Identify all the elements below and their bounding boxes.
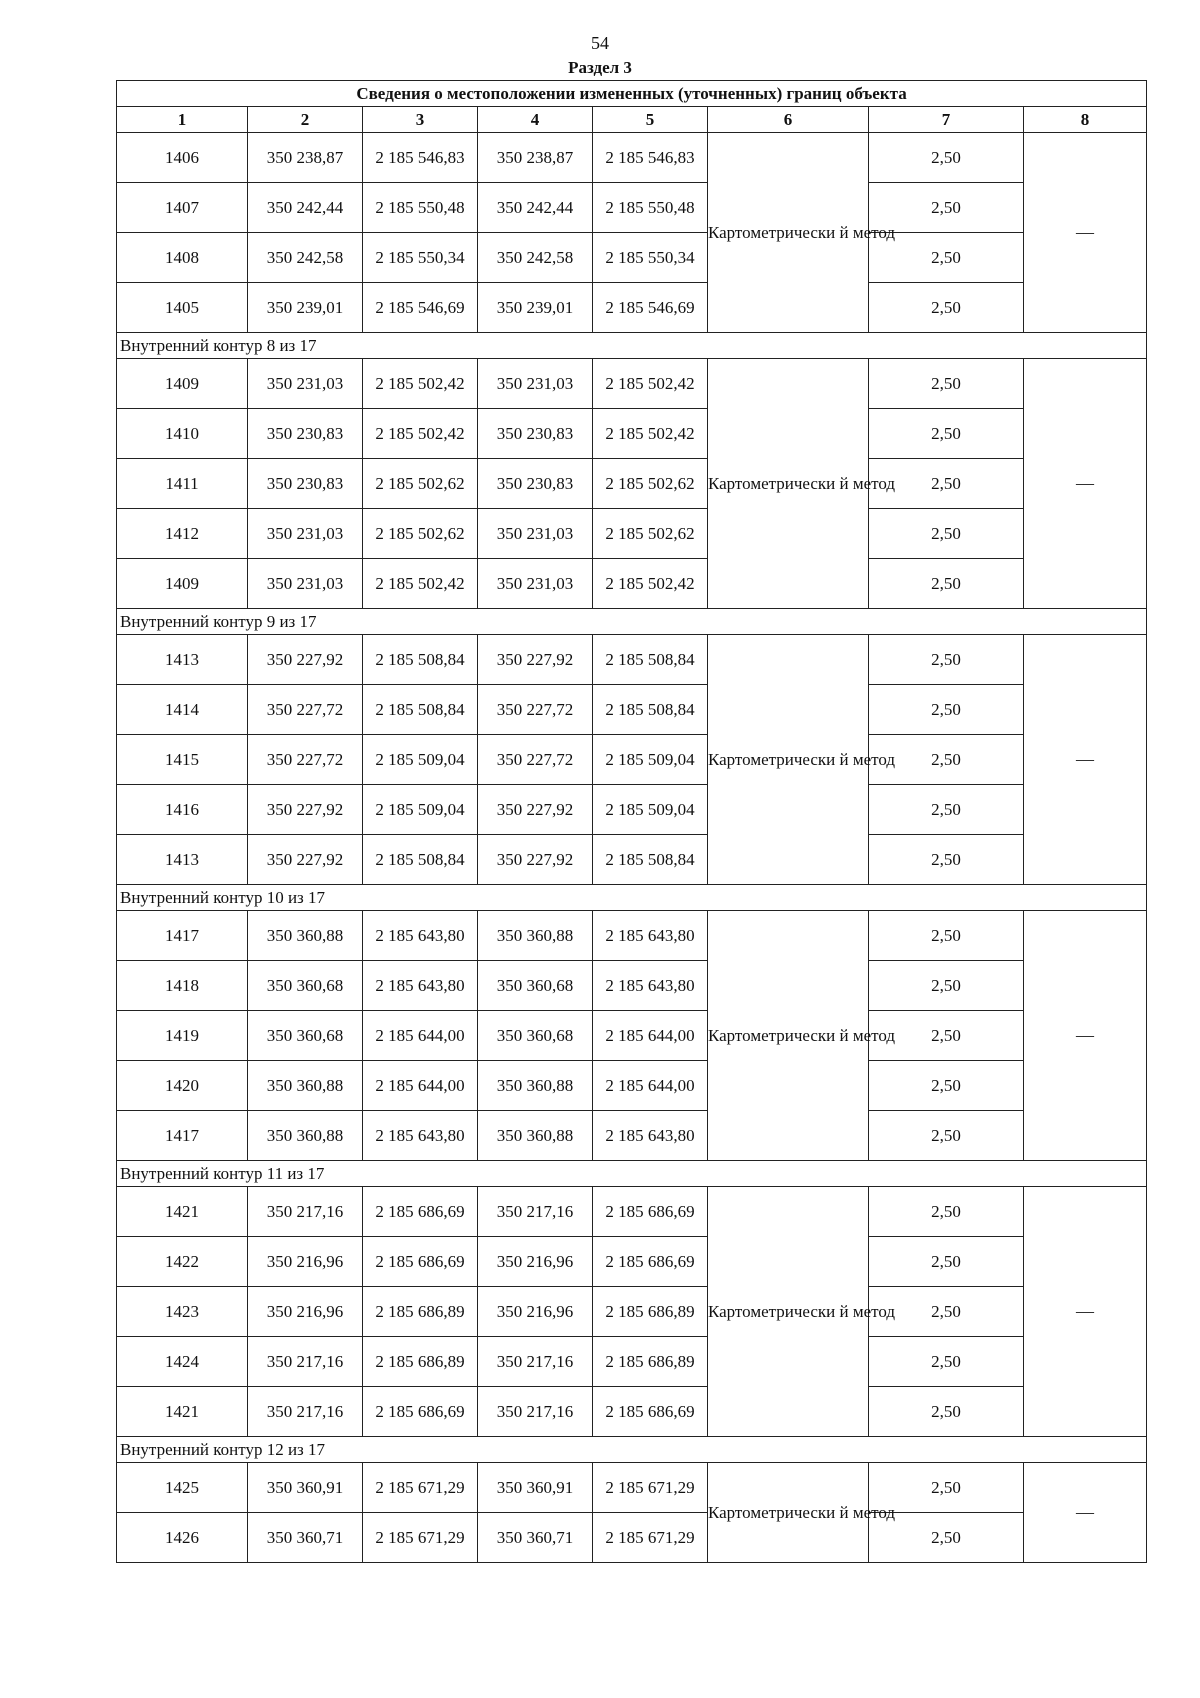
- method-cell: Картометрически й метод: [708, 359, 869, 609]
- precision-cell: 2,50: [869, 359, 1024, 409]
- table-row: [117, 233, 1147, 283]
- precision-cell: 2,50: [869, 685, 1024, 735]
- precision-cell: 2,50: [869, 911, 1024, 961]
- x-new-cell: 350 216,96: [478, 1237, 593, 1287]
- table-caption: Сведения о местоположении измененных (уточненных) границ объекта: [117, 81, 1147, 107]
- x-existing-cell: 350 360,88: [248, 1061, 363, 1111]
- x-existing-cell: 350 231,03: [248, 559, 363, 609]
- precision-cell: 2,50: [869, 1187, 1024, 1237]
- note-cell: —: [1024, 635, 1147, 885]
- column-number: 6: [708, 107, 869, 133]
- point-number-cell: 1409: [117, 359, 248, 409]
- note-cell: —: [1024, 359, 1147, 609]
- x-existing-cell: 350 360,88: [248, 1111, 363, 1161]
- y-new-cell: 2 185 502,42: [593, 559, 708, 609]
- y-new-cell: 2 185 502,42: [593, 409, 708, 459]
- x-new-cell: 350 360,88: [478, 1061, 593, 1111]
- x-new-cell: 350 227,72: [478, 735, 593, 785]
- y-existing-cell: 2 185 686,69: [363, 1387, 478, 1437]
- x-existing-cell: 350 227,72: [248, 685, 363, 735]
- y-new-cell: 2 185 643,80: [593, 911, 708, 961]
- x-new-cell: 350 231,03: [478, 559, 593, 609]
- column-number: 2: [248, 107, 363, 133]
- y-new-cell: 2 185 546,83: [593, 133, 708, 183]
- x-new-cell: 350 217,16: [478, 1337, 593, 1387]
- table-row: [117, 835, 1147, 885]
- x-new-cell: 350 360,88: [478, 911, 593, 961]
- x-existing-cell: 350 227,92: [248, 785, 363, 835]
- x-new-cell: 350 239,01: [478, 283, 593, 333]
- contour-label: Внутренний контур 11 из 17: [117, 1161, 1147, 1187]
- point-number-cell: 1413: [117, 635, 248, 685]
- y-new-cell: 2 185 643,80: [593, 961, 708, 1011]
- y-new-cell: 2 185 550,34: [593, 233, 708, 283]
- table-row: [117, 1337, 1147, 1387]
- column-number: 7: [869, 107, 1024, 133]
- note-cell: —: [1024, 133, 1147, 333]
- x-existing-cell: 350 217,16: [248, 1337, 363, 1387]
- y-new-cell: 2 185 643,80: [593, 1111, 708, 1161]
- point-number-cell: 1425: [117, 1463, 248, 1513]
- contour-label-row: [117, 1437, 1147, 1463]
- x-new-cell: 350 360,68: [478, 961, 593, 1011]
- y-new-cell: 2 185 508,84: [593, 635, 708, 685]
- x-new-cell: 350 216,96: [478, 1287, 593, 1337]
- y-existing-cell: 2 185 671,29: [363, 1513, 478, 1563]
- y-existing-cell: 2 185 502,62: [363, 509, 478, 559]
- y-existing-cell: 2 185 508,84: [363, 685, 478, 735]
- x-new-cell: 350 238,87: [478, 133, 593, 183]
- point-number-cell: 1411: [117, 459, 248, 509]
- point-number-cell: 1417: [117, 1111, 248, 1161]
- y-new-cell: 2 185 686,69: [593, 1187, 708, 1237]
- y-existing-cell: 2 185 546,69: [363, 283, 478, 333]
- method-cell: Картометрически й метод: [708, 911, 869, 1161]
- precision-cell: 2,50: [869, 785, 1024, 835]
- method-cell: Картометрически й метод: [708, 133, 869, 333]
- y-new-cell: 2 185 644,00: [593, 1011, 708, 1061]
- x-existing-cell: 350 216,96: [248, 1287, 363, 1337]
- table-row: [117, 1111, 1147, 1161]
- y-new-cell: 2 185 686,89: [593, 1337, 708, 1387]
- x-new-cell: 350 227,72: [478, 685, 593, 735]
- x-existing-cell: 350 217,16: [248, 1387, 363, 1437]
- point-number-cell: 1421: [117, 1187, 248, 1237]
- x-existing-cell: 350 360,91: [248, 1463, 363, 1513]
- point-number-cell: 1419: [117, 1011, 248, 1061]
- x-new-cell: 350 360,88: [478, 1111, 593, 1161]
- column-number-row: [117, 107, 1147, 133]
- point-number-cell: 1424: [117, 1337, 248, 1387]
- precision-cell: 2,50: [869, 1111, 1024, 1161]
- point-number-cell: 1422: [117, 1237, 248, 1287]
- x-existing-cell: 350 239,01: [248, 283, 363, 333]
- note-cell: —: [1024, 911, 1147, 1161]
- x-existing-cell: 350 230,83: [248, 409, 363, 459]
- precision-cell: 2,50: [869, 735, 1024, 785]
- x-existing-cell: 350 238,87: [248, 133, 363, 183]
- y-existing-cell: 2 185 509,04: [363, 735, 478, 785]
- precision-cell: 2,50: [869, 1463, 1024, 1513]
- table-row: [117, 685, 1147, 735]
- x-existing-cell: 350 227,72: [248, 735, 363, 785]
- contour-label: Внутренний контур 8 из 17: [117, 333, 1147, 359]
- point-number-cell: 1408: [117, 233, 248, 283]
- y-existing-cell: 2 185 502,42: [363, 359, 478, 409]
- table-row: [117, 1287, 1147, 1337]
- y-existing-cell: 2 185 546,83: [363, 133, 478, 183]
- table-row: [117, 459, 1147, 509]
- x-existing-cell: 350 217,16: [248, 1187, 363, 1237]
- y-existing-cell: 2 185 686,69: [363, 1237, 478, 1287]
- table-row: [117, 133, 1147, 183]
- point-number-cell: 1420: [117, 1061, 248, 1111]
- y-new-cell: 2 185 671,29: [593, 1513, 708, 1563]
- x-new-cell: 350 242,44: [478, 183, 593, 233]
- y-existing-cell: 2 185 671,29: [363, 1463, 478, 1513]
- y-existing-cell: 2 185 644,00: [363, 1061, 478, 1111]
- point-number-cell: 1409: [117, 559, 248, 609]
- y-new-cell: 2 185 509,04: [593, 735, 708, 785]
- precision-cell: 2,50: [869, 1337, 1024, 1387]
- x-existing-cell: 350 227,92: [248, 635, 363, 685]
- x-existing-cell: 350 231,03: [248, 359, 363, 409]
- x-existing-cell: 350 242,58: [248, 233, 363, 283]
- x-new-cell: 350 230,83: [478, 459, 593, 509]
- y-new-cell: 2 185 686,69: [593, 1237, 708, 1287]
- y-existing-cell: 2 185 550,34: [363, 233, 478, 283]
- x-new-cell: 350 231,03: [478, 509, 593, 559]
- y-existing-cell: 2 185 550,48: [363, 183, 478, 233]
- x-new-cell: 350 231,03: [478, 359, 593, 409]
- x-new-cell: 350 227,92: [478, 785, 593, 835]
- y-new-cell: 2 185 644,00: [593, 1061, 708, 1111]
- y-new-cell: 2 185 550,48: [593, 183, 708, 233]
- y-new-cell: 2 185 502,42: [593, 359, 708, 409]
- y-new-cell: 2 185 508,84: [593, 685, 708, 735]
- method-cell: Картометрически й метод: [708, 1187, 869, 1437]
- point-number-cell: 1426: [117, 1513, 248, 1563]
- y-new-cell: 2 185 502,62: [593, 509, 708, 559]
- y-new-cell: 2 185 671,29: [593, 1463, 708, 1513]
- precision-cell: 2,50: [869, 133, 1024, 183]
- precision-cell: 2,50: [869, 233, 1024, 283]
- x-new-cell: 350 360,91: [478, 1463, 593, 1513]
- x-existing-cell: 350 230,83: [248, 459, 363, 509]
- y-new-cell: 2 185 502,62: [593, 459, 708, 509]
- x-new-cell: 350 360,71: [478, 1513, 593, 1563]
- y-existing-cell: 2 185 643,80: [363, 911, 478, 961]
- contour-label-row: [117, 333, 1147, 359]
- y-existing-cell: 2 185 643,80: [363, 1111, 478, 1161]
- y-new-cell: 2 185 686,69: [593, 1387, 708, 1437]
- y-new-cell: 2 185 509,04: [593, 785, 708, 835]
- table-row: [117, 283, 1147, 333]
- table-row: [117, 735, 1147, 785]
- y-existing-cell: 2 185 643,80: [363, 961, 478, 1011]
- precision-cell: 2,50: [869, 961, 1024, 1011]
- page-number: 54: [591, 33, 609, 53]
- contour-label: Внутренний контур 12 из 17: [117, 1437, 1147, 1463]
- column-number: 4: [478, 107, 593, 133]
- point-number-cell: 1423: [117, 1287, 248, 1337]
- point-number-cell: 1418: [117, 961, 248, 1011]
- y-existing-cell: 2 185 686,69: [363, 1187, 478, 1237]
- precision-cell: 2,50: [869, 409, 1024, 459]
- x-new-cell: 350 227,92: [478, 835, 593, 885]
- x-existing-cell: 350 360,68: [248, 1011, 363, 1061]
- y-existing-cell: 2 185 686,89: [363, 1337, 478, 1387]
- y-new-cell: 2 185 508,84: [593, 835, 708, 885]
- point-number-cell: 1407: [117, 183, 248, 233]
- point-number-cell: 1413: [117, 835, 248, 885]
- note-cell: —: [1024, 1463, 1147, 1563]
- note-cell: —: [1024, 1187, 1147, 1437]
- method-cell: Картометрически й метод: [708, 1463, 869, 1563]
- table-row: [117, 961, 1147, 1011]
- precision-cell: 2,50: [869, 459, 1024, 509]
- y-existing-cell: 2 185 508,84: [363, 835, 478, 885]
- point-number-cell: 1414: [117, 685, 248, 735]
- precision-cell: 2,50: [869, 283, 1024, 333]
- precision-cell: 2,50: [869, 835, 1024, 885]
- x-existing-cell: 350 360,88: [248, 911, 363, 961]
- table-row: [117, 409, 1147, 459]
- x-new-cell: 350 360,68: [478, 1011, 593, 1061]
- table-body: [117, 133, 1147, 1563]
- x-existing-cell: 350 360,68: [248, 961, 363, 1011]
- table-row: [117, 1387, 1147, 1437]
- precision-cell: 2,50: [869, 1011, 1024, 1061]
- x-existing-cell: 350 360,71: [248, 1513, 363, 1563]
- x-new-cell: 350 230,83: [478, 409, 593, 459]
- table-row: [117, 911, 1147, 961]
- precision-cell: 2,50: [869, 1387, 1024, 1437]
- x-existing-cell: 350 216,96: [248, 1237, 363, 1287]
- y-existing-cell: 2 185 644,00: [363, 1011, 478, 1061]
- section-title: Раздел 3: [568, 58, 632, 77]
- precision-cell: 2,50: [869, 635, 1024, 685]
- table-row: [117, 1463, 1147, 1513]
- table-row: [117, 1061, 1147, 1111]
- contour-label-row: [117, 609, 1147, 635]
- point-number-cell: 1415: [117, 735, 248, 785]
- x-existing-cell: 350 231,03: [248, 509, 363, 559]
- point-number-cell: 1417: [117, 911, 248, 961]
- table-row: [117, 1187, 1147, 1237]
- contour-label-row: [117, 885, 1147, 911]
- x-new-cell: 350 217,16: [478, 1387, 593, 1437]
- y-existing-cell: 2 185 509,04: [363, 785, 478, 835]
- y-existing-cell: 2 185 686,89: [363, 1287, 478, 1337]
- precision-cell: 2,50: [869, 1061, 1024, 1111]
- table-row: [117, 1237, 1147, 1287]
- x-new-cell: 350 242,58: [478, 233, 593, 283]
- y-new-cell: 2 185 546,69: [593, 283, 708, 333]
- x-existing-cell: 350 227,92: [248, 835, 363, 885]
- precision-cell: 2,50: [869, 509, 1024, 559]
- column-number: 3: [363, 107, 478, 133]
- table-row: [117, 1513, 1147, 1563]
- point-number-cell: 1406: [117, 133, 248, 183]
- y-existing-cell: 2 185 502,42: [363, 559, 478, 609]
- point-number-cell: 1421: [117, 1387, 248, 1437]
- coordinates-table: [116, 80, 1147, 1563]
- precision-cell: 2,50: [869, 1513, 1024, 1563]
- contour-label: Внутренний контур 9 из 17: [117, 609, 1147, 635]
- point-number-cell: 1412: [117, 509, 248, 559]
- x-existing-cell: 350 242,44: [248, 183, 363, 233]
- x-new-cell: 350 217,16: [478, 1187, 593, 1237]
- method-cell: Картометрически й метод: [708, 635, 869, 885]
- table-row: [117, 183, 1147, 233]
- table-row: [117, 635, 1147, 685]
- table-row: [117, 359, 1147, 409]
- table-row: [117, 559, 1147, 609]
- column-number: 1: [117, 107, 248, 133]
- table-row: [117, 785, 1147, 835]
- precision-cell: 2,50: [869, 559, 1024, 609]
- point-number-cell: 1416: [117, 785, 248, 835]
- y-new-cell: 2 185 686,89: [593, 1287, 708, 1337]
- contour-label-row: [117, 1161, 1147, 1187]
- precision-cell: 2,50: [869, 1237, 1024, 1287]
- point-number-cell: 1410: [117, 409, 248, 459]
- precision-cell: 2,50: [869, 1287, 1024, 1337]
- y-existing-cell: 2 185 502,42: [363, 409, 478, 459]
- column-number: 5: [593, 107, 708, 133]
- y-existing-cell: 2 185 502,62: [363, 459, 478, 509]
- x-new-cell: 350 227,92: [478, 635, 593, 685]
- point-number-cell: 1405: [117, 283, 248, 333]
- contour-label: Внутренний контур 10 из 17: [117, 885, 1147, 911]
- precision-cell: 2,50: [869, 183, 1024, 233]
- y-existing-cell: 2 185 508,84: [363, 635, 478, 685]
- table-row: [117, 509, 1147, 559]
- table-row: [117, 1011, 1147, 1061]
- column-number: 8: [1024, 107, 1147, 133]
